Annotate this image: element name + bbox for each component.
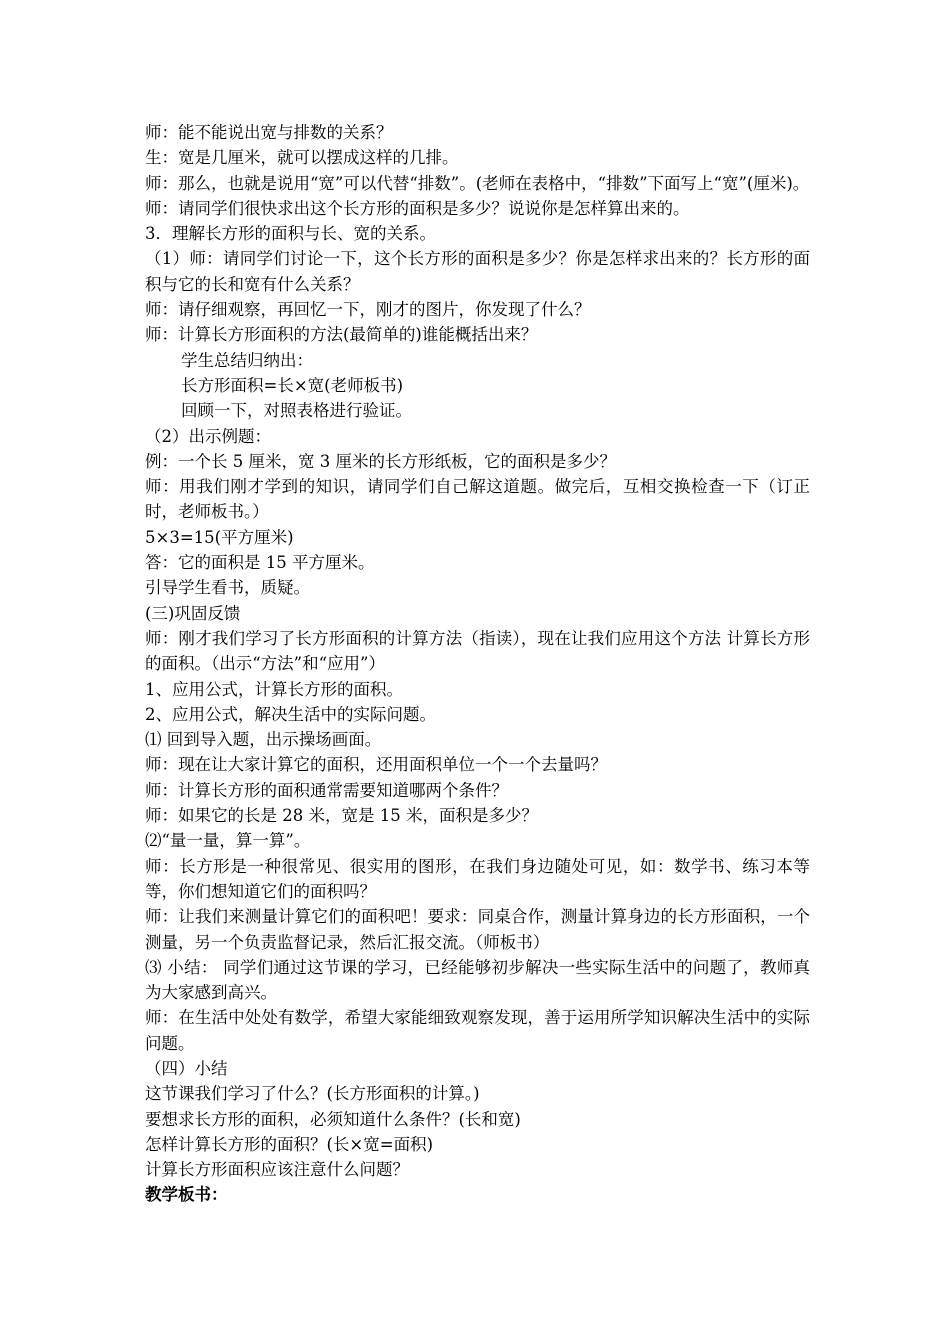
document-paragraph: ⑵“量一量，算一算”。 xyxy=(145,831,311,851)
document-paragraph: 3．理解长方形的面积与长、宽的关系。 xyxy=(145,224,436,244)
document-paragraph: 怎样计算长方形的面积？(长×宽=面积) xyxy=(145,1134,434,1154)
document-paragraph: （2）出示例题： xyxy=(145,426,271,446)
document-paragraph: 1、应用公式，计算长方形的面积。 xyxy=(145,679,403,699)
document-paragraph: 例：一个长 5 厘米，宽 3 厘米的长方形纸板，它的面积是多少？ xyxy=(145,451,616,471)
document-paragraph: 师：请同学们很快求出这个长方形的面积是多少？说说你是怎样算出来的。 xyxy=(145,198,690,218)
document-paragraph: 答：它的面积是 15 平方厘米。 xyxy=(145,553,375,573)
document-paragraph: 师：用我们刚才学到的知识，请同学们自己解这道题。做完后，互相交换检查一下（订正时，老师板书。） xyxy=(145,477,810,522)
document-paragraph: （1）师：请同学们讨论一下，这个长方形的面积是多少？你是怎样求出来的？长方形的面积与它的长和宽有什么关系？ xyxy=(145,249,810,294)
document-paragraph: 师：让我们来测量计算它们的面积吧！要求：同桌合作，测量计算身边的长方形面积，一个测量，另一个负责监督记录，然后汇报交流。（师板书） xyxy=(145,907,810,952)
document-paragraph: 师：长方形是一种很常见、很实用的图形，在我们身边随处可见，如：数学书、练习本等等，你们想知道它们的面积吗？ xyxy=(145,856,810,901)
document-paragraph: 2、应用公式，解决生活中的实际问题。 xyxy=(145,704,436,724)
document-paragraph: 要想求长方形的面积，必须知道什么条件？(长和宽) xyxy=(145,1109,521,1129)
document-paragraph: 师：计算长方形面积的方法(最简单的)谁能概括出来？ xyxy=(145,325,538,345)
document-paragraph: 计算长方形面积应该注意什么问题？ xyxy=(145,1160,409,1180)
document-paragraph: 学生总结归纳出： xyxy=(181,350,313,370)
document-paragraph: 师：刚才我们学习了长方形面积的计算方法（指读），现在让我们应用这个方法 计算长方形的面积。（出示“方法”和“应用”） xyxy=(145,628,810,674)
document-page xyxy=(145,120,810,1208)
document-paragraph: 回顾一下，对照表格进行验证。 xyxy=(181,401,412,421)
document-paragraph: 师：那么，也就是说用“宽”可以代替“排数”。(老师在表格中，“排数”下面写上“宽”(厘米)。 xyxy=(145,173,810,193)
document-paragraph: 师：如果它的长是 28 米，宽是 15 米，面积是多少？ xyxy=(145,806,538,826)
document-paragraph: 长方形面积=长×宽(老师板书) xyxy=(181,375,404,395)
document-paragraph: ⑴ 回到导入题，出示操场画面。 xyxy=(145,730,382,750)
document-paragraph: 引导学生看书，质疑。 xyxy=(145,578,310,598)
document-paragraph: 师：请仔细观察，再回忆一下，刚才的图片，你发现了什么？ xyxy=(145,300,591,320)
document-paragraph: （四）小结 xyxy=(145,1058,228,1078)
section-heading: 教学板书： xyxy=(145,1185,228,1205)
document-paragraph: 5×3=15(平方厘米) xyxy=(145,527,294,547)
document-paragraph: 这节课我们学习了什么？(长方形面积的计算。) xyxy=(145,1084,480,1104)
document-paragraph: 师：能不能说出宽与排数的关系？ xyxy=(145,123,393,142)
document-paragraph: (三)巩固反馈 xyxy=(145,603,241,623)
document-paragraph: 生：宽是几厘米，就可以摆成这样的几排。 xyxy=(145,148,459,168)
document-paragraph: 师：计算长方形的面积通常需要知道哪两个条件？ xyxy=(145,780,508,800)
document-paragraph: 师：在生活中处处有数学，希望大家能细致观察发现，善于运用所学知识解决生活中的实际问题。 xyxy=(145,1008,810,1053)
document-paragraph: 师：现在让大家计算它的面积，还用面积单位一个一个去量吗？ xyxy=(145,755,607,775)
document-paragraph: ⑶ 小结： 同学们通过这节课的学习，已经能够初步解决一些实际生活中的问题了，教师真为大家感到高兴。 xyxy=(145,957,810,1003)
